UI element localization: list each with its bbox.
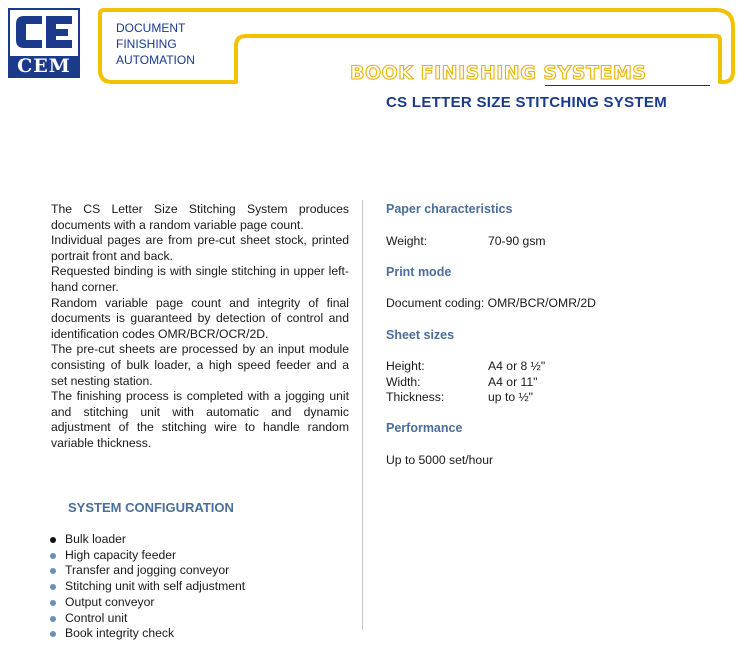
company-tagline [116,20,195,68]
page-title: BOOK FINISHING SYSTEMS [350,62,647,84]
print-mode-heading: Print mode [386,265,452,279]
spec-label: Weight: [386,234,428,248]
bullet-icon [50,568,56,574]
sheet-thickness-row [386,390,533,404]
print-mode-text: Document coding: OMR/BCR/OMR/2D [386,296,596,310]
list-item-label: Book integrity check [65,626,175,641]
company-line-2: FINISHING [116,37,177,51]
list-item [50,611,245,627]
bullet-icon [50,537,56,543]
list-item [50,579,245,595]
list-item-label: Transfer and jogging conveyor [65,563,230,578]
bullet-icon [50,600,56,606]
list-item-label: High capacity feeder [65,547,177,562]
title-underline [545,85,710,86]
intro-paragraph: Random variable page count and integrity of final documents is guaranteed by detection of control and identification codes OMR/BCR/OCR/2D. [51,295,349,341]
system-configuration-heading: SYSTEM CONFIGURATION [68,500,234,515]
performance-text: Up to 5000 set/hour [386,453,494,467]
logo-wordmark: CEM [10,56,78,76]
bullet-icon [50,616,56,622]
spec-value: A4 or 8 ½" [488,359,546,373]
system-configuration-list [50,532,245,642]
intro-paragraph: The pre-cut sheets are processed by an input module consisting of bulk loader, a high speed feeder and a set nesting station. [51,342,349,388]
spec-label: Thickness: [386,390,445,404]
list-item [50,595,245,611]
paper-characteristics-heading: Paper characteristics [386,202,513,216]
list-item-label: Bulk loader [65,532,126,546]
spec-value: up to ½" [488,390,533,404]
bullet-icon [50,584,56,590]
list-item [50,626,245,642]
list-item [50,548,245,564]
spec-label: Width: [386,375,421,389]
list-item-label: Output conveyor [65,594,155,609]
column-divider [362,200,363,630]
intro-paragraph: Individual pages are from pre-cut sheet stock, printed portrait front and back. [51,233,349,263]
spec-label: Height: [386,359,425,373]
performance-heading: Performance [386,421,463,435]
sheet-width-row [386,375,538,389]
bullet-icon [50,631,56,637]
list-item [50,532,245,548]
list-item-label: Stitching unit with self adjustment [65,579,246,594]
company-line-3: AUTOMATION [116,53,195,67]
sheet-sizes-heading: Sheet sizes [386,328,455,342]
list-item [50,563,245,579]
sheet-height-row [386,359,545,373]
intro-paragraph: Requested binding is with single stitching in upper left-hand corner. [51,264,349,294]
spec-value: A4 or 11" [488,375,538,389]
paper-weight-row [386,234,546,248]
bullet-icon [50,553,56,559]
page-subtitle: CS LETTER SIZE STITCHING SYSTEM [386,94,667,111]
intro-text [51,202,349,452]
intro-paragraph: The finishing process is completed with a jogging unit and stitching unit with automatic and dynamic adjustment of the stitching wire to handle random variable thickness. [51,389,349,450]
company-line-1: DOCUMENT [116,21,186,35]
intro-paragraph: The CS Letter Size Stitching System produces documents with a random variable page count. [51,202,349,232]
spec-value: 70-90 gsm [488,234,546,248]
list-item-label: Control unit [65,610,128,625]
